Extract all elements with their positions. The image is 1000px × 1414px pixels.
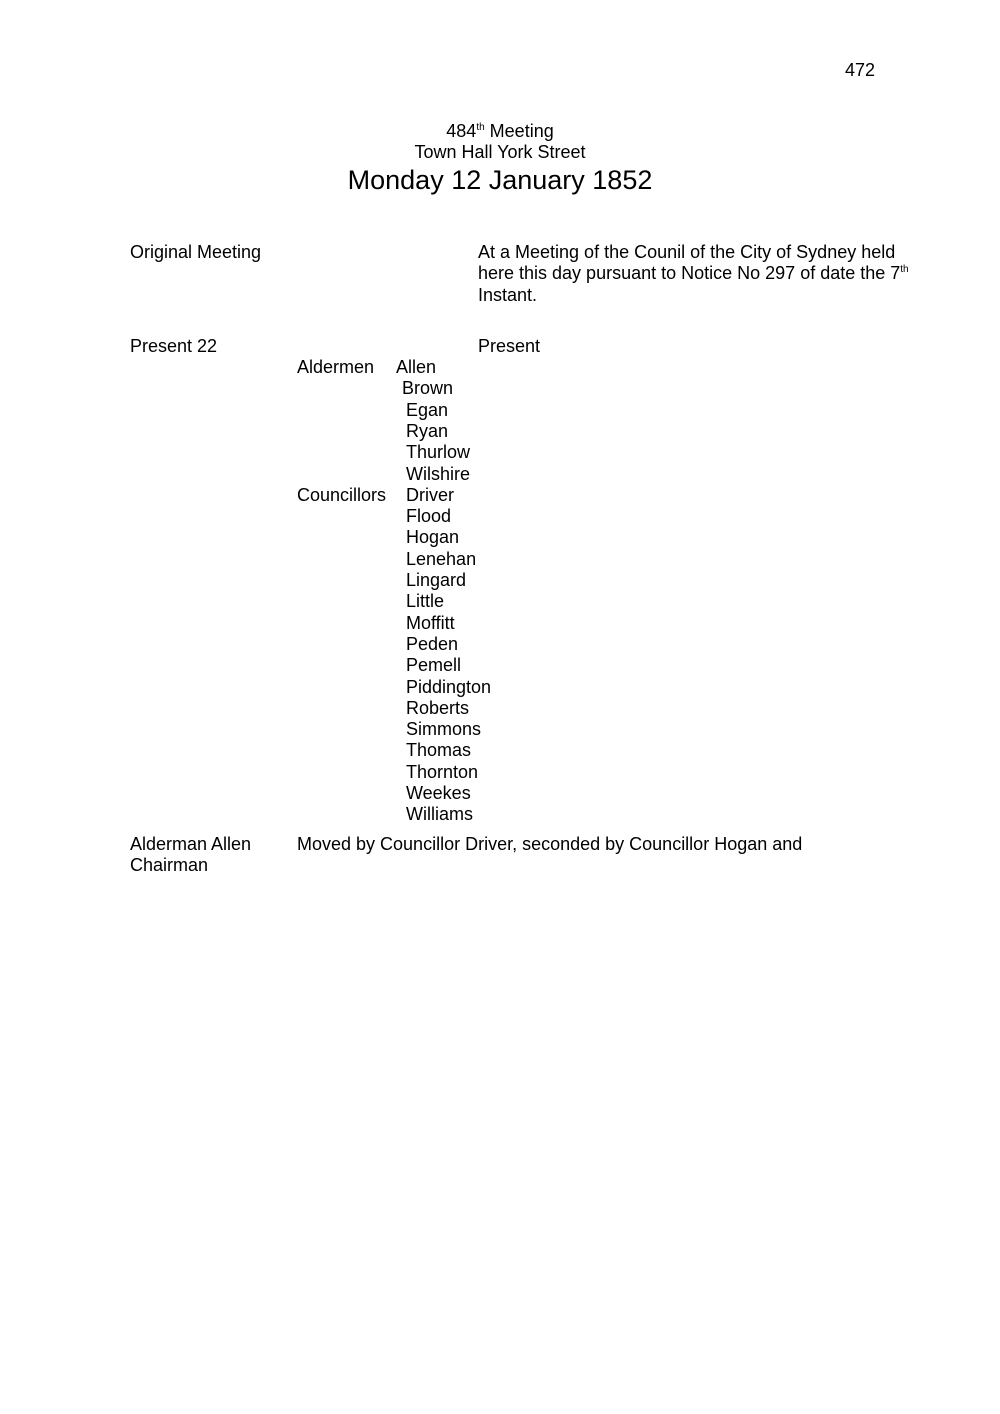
chairman-label-line1: Alderman Allen [130,834,252,854]
page-number: 472 [845,60,876,80]
meeting-date: Monday 12 January 1852 [347,165,653,195]
councillor-name: Hogan [406,527,460,548]
meeting-number [0,121,1000,142]
meeting-number-suffix: th [476,122,485,133]
present-heading: Present [478,336,541,356]
alderman-name: Wilshire [406,463,471,484]
present-count-label: Present 22 [130,336,218,356]
councillor-name: Piddington [406,676,492,697]
meeting-word: Meeting [484,121,554,141]
original-meeting-label: Original Meeting [130,242,262,262]
councillor-name: Thomas [406,740,472,761]
opening-paragraph-suffix: th [900,264,909,276]
councillor-name: Peden [406,633,459,654]
motion-text: Moved by Councillor Driver, seconded by Councillor Hogan and [297,834,803,854]
opening-paragraph-text: At a Meeting of the Counil of the City of Sydney held here this day pursuant to Notice No 297 of date the 7 [478,242,901,284]
chairman-label-line2: Chairman [130,855,209,875]
councillor-name: Lenehan [406,548,477,569]
councillor-name: Weekes [406,783,471,803]
councillor-name: Simmons [406,719,482,740]
councillor-name: Flood [406,506,452,527]
councillor-name: Driver [406,484,454,505]
alderman-name: Ryan [406,420,449,441]
councillor-name: Roberts [406,697,470,718]
councillors-label: Councillors [297,485,387,505]
opening-paragraph [478,242,918,306]
councillor-name: Williams [406,804,473,825]
councillor-name: Little [406,591,445,612]
meeting-place: Town Hall York Street [414,142,586,162]
meeting-number-value: 484 [446,121,477,141]
alderman-name: Thurlow [406,442,471,463]
opening-paragraph-end: Instant. [478,284,538,305]
alderman-name: Brown [402,378,454,399]
councillor-name: Lingard [406,570,467,590]
alderman-name: Allen [396,357,437,377]
aldermen-label: Aldermen [297,357,375,377]
councillor-name: Thornton [406,761,479,782]
councillor-name: Pemell [406,655,462,676]
alderman-name: Egan [406,399,449,420]
councillor-name: Moffitt [406,612,455,633]
